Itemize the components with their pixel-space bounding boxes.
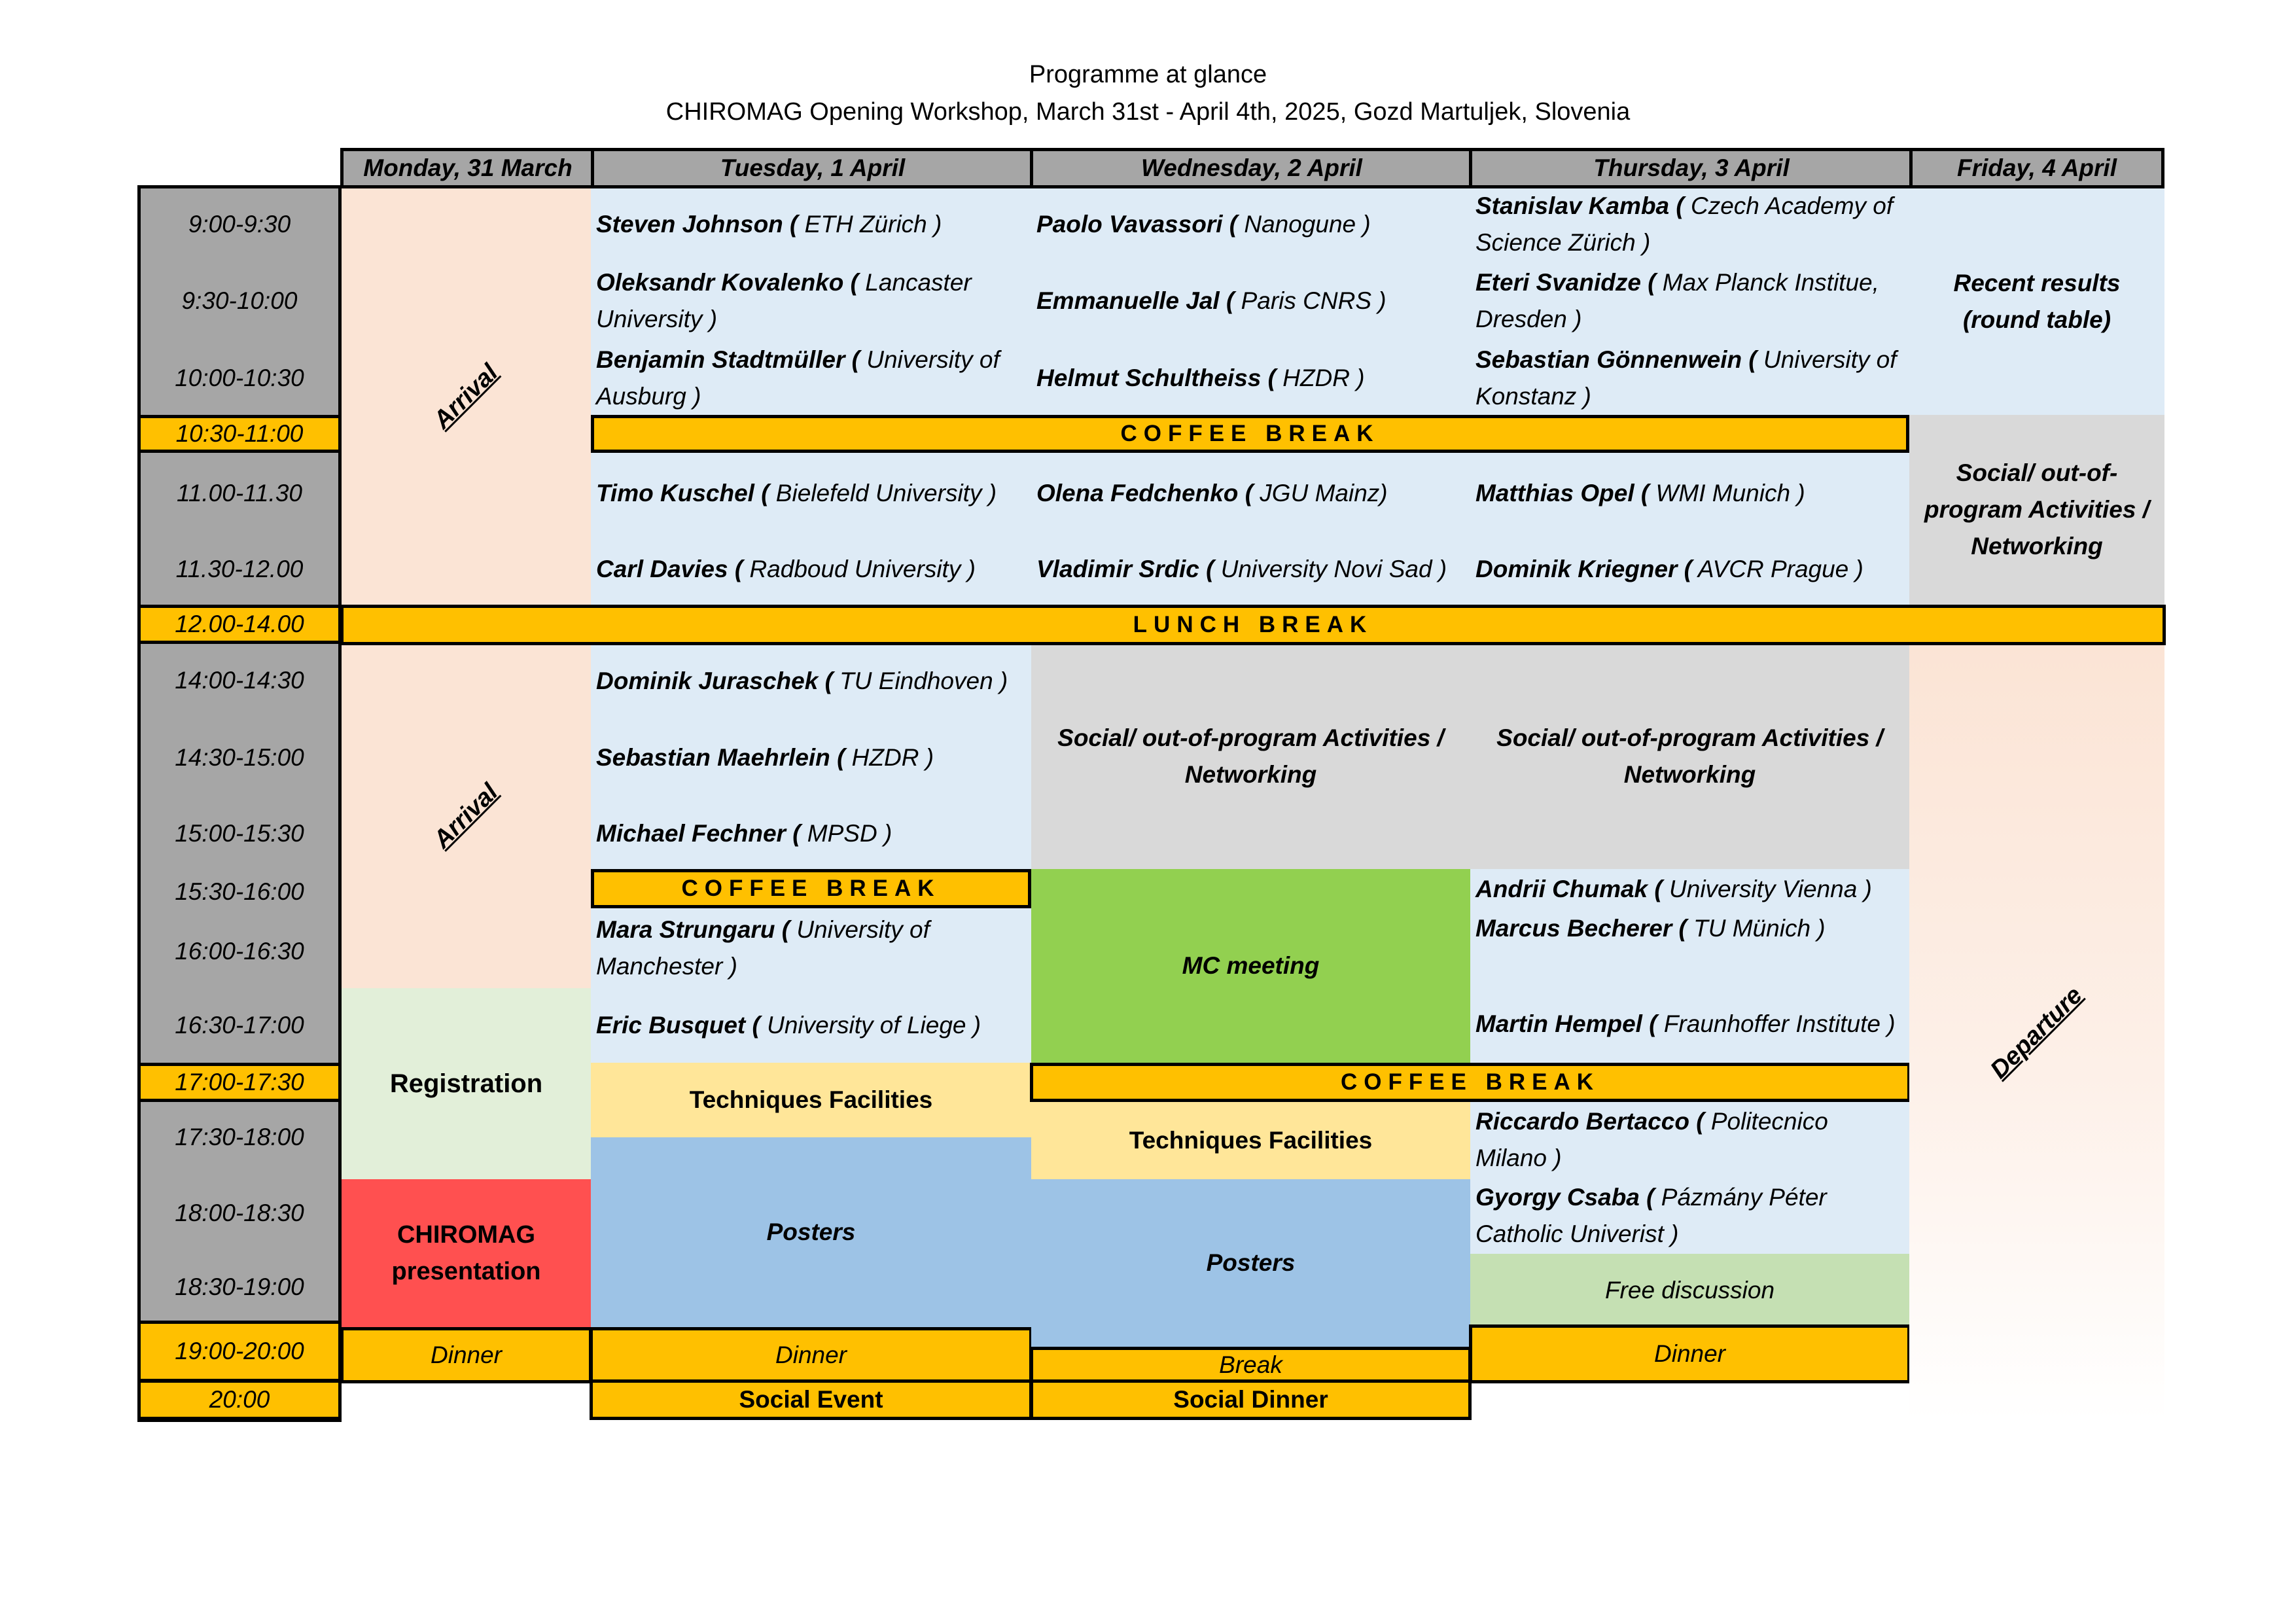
social-dinner: Social Dinner bbox=[1030, 1379, 1472, 1420]
time-slot: 10:00-10:30 bbox=[141, 342, 338, 415]
talk-item: Riccardo Bertacco ( Politecnico Milano ) bbox=[1475, 1108, 1828, 1171]
time-slot-highlight: 10:30-11:00 bbox=[137, 415, 342, 453]
wednesday-social-activities: Social/ out-of-program Activities / Networking bbox=[1031, 645, 1470, 869]
departure-label: Departure bbox=[1985, 981, 2088, 1084]
talk-item: Martin Hempel ( Fraunhoffer Institute ) bbox=[1475, 1010, 1896, 1037]
posters-tuesday: Posters bbox=[591, 1137, 1031, 1327]
techniques-facilities-tuesday: Techniques Facilities bbox=[591, 1063, 1031, 1137]
friday-departure bbox=[1909, 645, 2164, 1420]
tuesday-morning-talks bbox=[591, 188, 1031, 415]
talk-item: Gyorgy Csaba ( Pázmány Péter Catholic Univerist ) bbox=[1475, 1184, 1827, 1247]
mc-meeting: MC meeting bbox=[1031, 869, 1470, 1063]
wednesday-morning-talks bbox=[1031, 188, 1470, 415]
header-monday: Monday, 31 March bbox=[340, 148, 592, 188]
thursday-morning-talks bbox=[1470, 188, 1909, 415]
talk-item: Marcus Becherer ( TU Münich ) bbox=[1475, 915, 1826, 942]
header-wednesday: Wednesday, 2 April bbox=[1030, 148, 1470, 188]
wednesday-late-morning-talks bbox=[1031, 453, 1470, 605]
time-slot: 17:30-18:00 bbox=[141, 1102, 338, 1173]
talk-item: Paolo Vavassori ( Nanogune ) bbox=[1036, 211, 1371, 238]
talk-item: Sebastian Gönnenwein ( University of Konstanz ) bbox=[1475, 346, 1897, 410]
monday-arrival-morning bbox=[342, 188, 591, 605]
monday-dinner: Dinner bbox=[340, 1327, 592, 1383]
time-slot: 9:00-9:30 bbox=[141, 188, 338, 260]
techniques-facilities-wednesday: Techniques Facilities bbox=[1031, 1102, 1470, 1179]
page-title: Programme at glance bbox=[1029, 61, 1267, 88]
talk-item: Eteri Svanidze ( Max Planck Institue, Dresden ) bbox=[1475, 269, 1879, 332]
talk-item: Oleksandr Kovalenko ( Lancaster University ) bbox=[596, 269, 972, 332]
wednesday-break: Break bbox=[1030, 1347, 1472, 1383]
posters-wednesday: Posters bbox=[1031, 1179, 1470, 1347]
talk-item: Eric Busquet ( University of Liege ) bbox=[596, 1012, 981, 1039]
talk-item: Vladimir Srdic ( University Novi Sad ) bbox=[1036, 556, 1447, 582]
page-subtitle: CHIROMAG Opening Workshop, March 31st - April 4th, 2025, Gozd Martuljek, Slovenia bbox=[665, 98, 1631, 126]
talk-item: Matthias Opel ( WMI Munich ) bbox=[1475, 480, 1805, 506]
arrival-label: Arrival bbox=[428, 778, 504, 854]
time-slot: 14:30-15:00 bbox=[141, 717, 338, 798]
coffee-break-wed-thu: COFFEE BREAK bbox=[1030, 1063, 1911, 1102]
time-slot: 9:30-10:00 bbox=[141, 260, 338, 342]
time-slot: 11.30-12.00 bbox=[141, 534, 338, 605]
arrival-label: Arrival bbox=[428, 359, 504, 435]
tuesday-afternoon-talks bbox=[591, 645, 1031, 869]
tuesday-dinner: Dinner bbox=[590, 1327, 1033, 1383]
talk-item: Emmanuelle Jal ( Paris CNRS ) bbox=[1036, 287, 1386, 314]
talk-item: Mara Strungaru ( University of Manchester ) bbox=[596, 916, 930, 980]
talk-item: Steven Johnson ( ETH Zürich ) bbox=[596, 211, 942, 238]
time-slot-highlight: 12.00-14.00 bbox=[137, 605, 342, 644]
free-discussion: Free discussion bbox=[1470, 1254, 1909, 1327]
talk-item: Dominik Kriegner ( AVCR Prague ) bbox=[1475, 556, 1863, 582]
time-slot-highlight: 19:00-20:00 bbox=[137, 1321, 342, 1382]
time-slot: 16:30-17:00 bbox=[141, 988, 338, 1063]
time-slot-highlight: 20:00 bbox=[137, 1379, 342, 1420]
talk-item: Benjamin Stadtmüller ( University of Ausburg ) bbox=[596, 346, 1000, 410]
recent-results-round-table: Recent results (round table) bbox=[1909, 188, 2164, 415]
talk-item: Olena Fedchenko ( JGU Mainz) bbox=[1036, 480, 1388, 506]
header-tuesday: Tuesday, 1 April bbox=[591, 148, 1031, 188]
monday-arrival-afternoon bbox=[342, 644, 591, 988]
talk-item: Carl Davies ( Radboud University ) bbox=[596, 556, 976, 582]
talk-item: Stanislav Kamba ( Czech Academy of Science Zürich ) bbox=[1475, 192, 1894, 256]
coffee-break-morning: COFFEE BREAK bbox=[591, 415, 1909, 453]
thursday-late-morning-talks bbox=[1470, 453, 1909, 605]
coffee-break-tuesday: COFFEE BREAK bbox=[591, 869, 1031, 908]
time-slot-highlight: 17:00-17:30 bbox=[137, 1063, 342, 1102]
tuesday-late-afternoon-talks bbox=[591, 908, 1031, 1063]
social-event: Social Event bbox=[590, 1379, 1033, 1420]
time-slot: 16:00-16:30 bbox=[141, 915, 338, 988]
time-slot: 18:00-18:30 bbox=[141, 1173, 338, 1254]
lunch-break: LUNCH BREAK bbox=[340, 605, 2166, 645]
tuesday-late-morning-talks bbox=[591, 453, 1031, 605]
talk-item: Andrii Chumak ( University Vienna ) bbox=[1475, 876, 1872, 902]
talk-item: Sebastian Maehrlein ( HZDR ) bbox=[596, 744, 934, 771]
talk-item: Michael Fechner ( MPSD ) bbox=[596, 820, 892, 847]
thursday-afternoon-talks bbox=[1470, 869, 1909, 1063]
registration: Registration bbox=[342, 988, 591, 1179]
time-slot: 15:00-15:30 bbox=[141, 798, 338, 869]
time-slot: 14:00-14:30 bbox=[141, 644, 338, 717]
time-slot: 11.00-11.30 bbox=[141, 453, 338, 534]
talk-item: Helmut Schultheiss ( HZDR ) bbox=[1036, 364, 1365, 391]
thursday-late-afternoon-talks bbox=[1470, 1102, 1909, 1254]
talk-item: Timo Kuschel ( Bielefeld University ) bbox=[596, 480, 997, 506]
time-slot: 15:30-16:00 bbox=[141, 869, 338, 915]
header-friday: Friday, 4 April bbox=[1909, 148, 2164, 188]
chiromag-presentation: CHIROMAG presentation bbox=[342, 1179, 591, 1327]
thursday-dinner: Dinner bbox=[1469, 1324, 1911, 1383]
thursday-social-activities: Social/ out-of-program Activities / Networking bbox=[1470, 645, 1909, 869]
friday-social-activities: Social/ out-of-program Activities / Networking bbox=[1909, 415, 2164, 605]
talk-item: Dominik Juraschek ( TU Eindhoven ) bbox=[596, 667, 1008, 694]
header-thursday: Thursday, 3 April bbox=[1469, 148, 1911, 188]
time-slot: 18:30-19:00 bbox=[141, 1254, 338, 1321]
